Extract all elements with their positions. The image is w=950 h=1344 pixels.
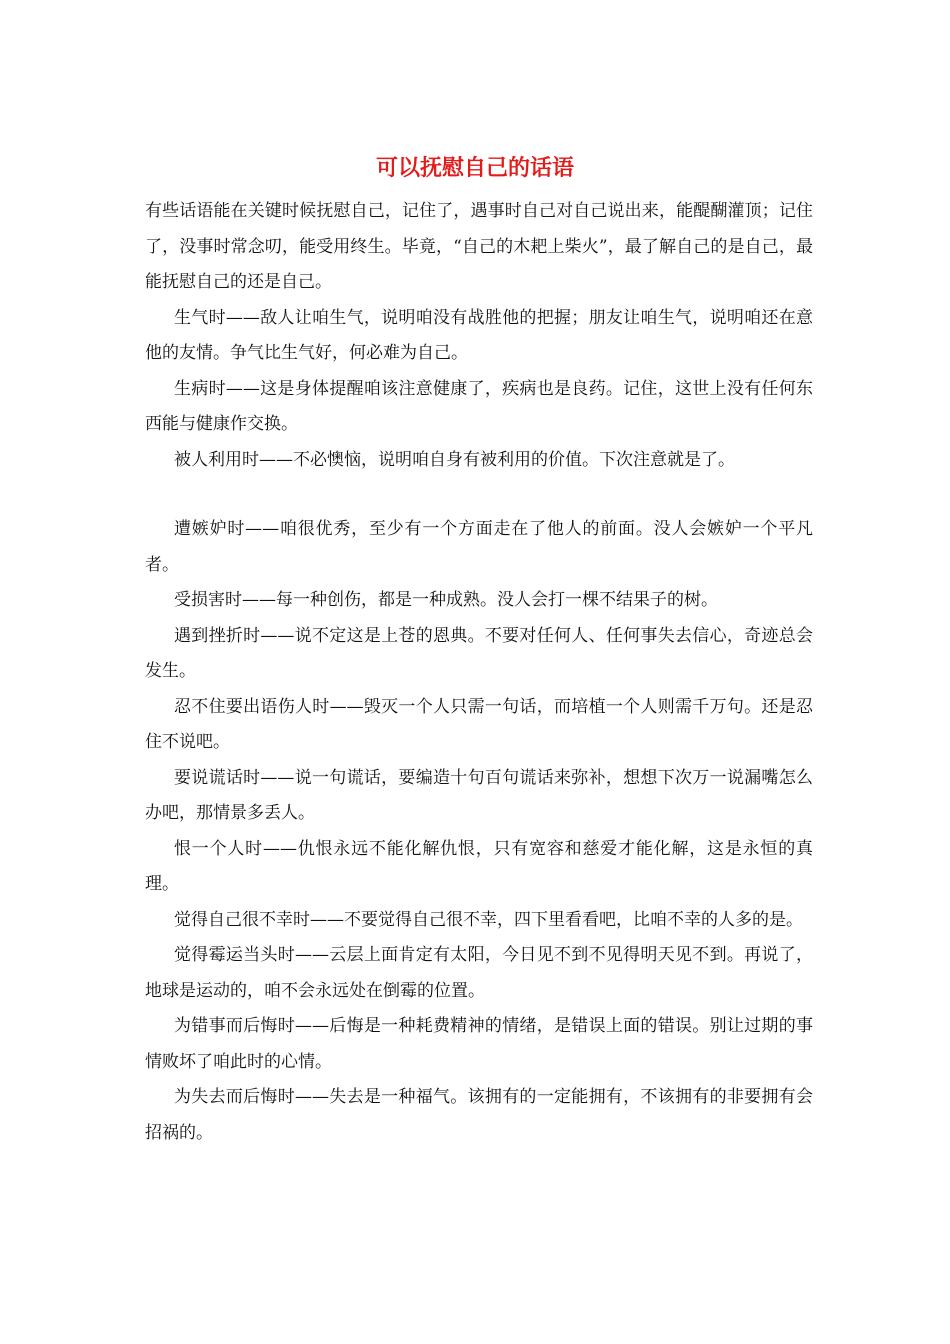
paragraph-regret-mistake: 为错事而后悔时——后悔是一种耗费精神的情绪，是错误上面的错误。别让过期的事情败坏了咱此时的心情。: [145, 1016, 813, 1072]
paragraph-lying: 要说谎话时——说一句谎话，要编造十句百句谎话来弥补，想想下次万一说漏嘴怎么办吧，那情景多丢人。: [145, 767, 813, 823]
paragraph-setback: 遇到挫折时——说不定这是上苍的恩典。不要对任何人、任何事失去信心，奇迹总会发生。: [145, 625, 813, 681]
paragraph-envied: 遭嫉妒时——咱很优秀，至少有一个方面走在了他人的前面。没人会嫉妒一个平凡者。: [145, 519, 813, 575]
paragraph-unlucky: 觉得自己很不幸时——不要觉得自己很不幸，四下里看看吧，比咱不幸的人多的是。: [174, 909, 803, 930]
paragraph-gap: [145, 478, 813, 512]
paragraph-hurtful-words: 忍不住要出语伤人时——毁灭一个人只需一句话，而培植一个人则需千万句。还是忍住不说吧。: [145, 696, 813, 752]
intro-paragraph: 有些话语能在关键时候抚慰自己，记住了，遇事时自己对自己说出来，能醍醐灌顶；记住了，没事时常念叨，能受用终生。毕竟，“自己的木耙上柴火”，最了解自己的是自己，最能抚慰自己的还是自己。: [145, 201, 813, 292]
paragraph-bad-luck: 觉得霉运当头时——云层上面肯定有太阳，今日见不到不见得明天见不到。再说了，地球是运动的，咱不会永远处在倒霉的位置。: [145, 945, 813, 1001]
paragraph-hatred: 恨一个人时——仇恨永远不能化解仇恨，只有宽容和慈爱才能化解，这是永恒的真理。: [145, 838, 813, 894]
paragraph-angry: 生气时——敌人让咱生气，说明咱没有战胜他的把握；朋友让咱生气，说明咱还在意他的友情。争气比生气好，何必难为自己。: [145, 307, 813, 363]
paragraph-regret-loss: 为失去而后悔时——失去是一种福气。该拥有的一定能拥有，不该拥有的非要拥有会招祸的。: [145, 1087, 813, 1143]
document-title: 可以抚慰自己的话语: [375, 155, 574, 181]
paragraph-used: 被人利用时——不必懊恼，说明咱自身有被利用的价值。下次注意就是了。: [174, 449, 735, 470]
paragraph-harmed: 受损害时——每一种创伤，都是一种成熟。没人会打一棵不结果子的树。: [174, 590, 718, 610]
paragraph-sick: 生病时——这是身体提醒咱该注意健康了，疾病也是良药。记住，这世上没有任何东西能与健康作交换。: [145, 378, 813, 434]
document-body: [145, 194, 813, 1151]
